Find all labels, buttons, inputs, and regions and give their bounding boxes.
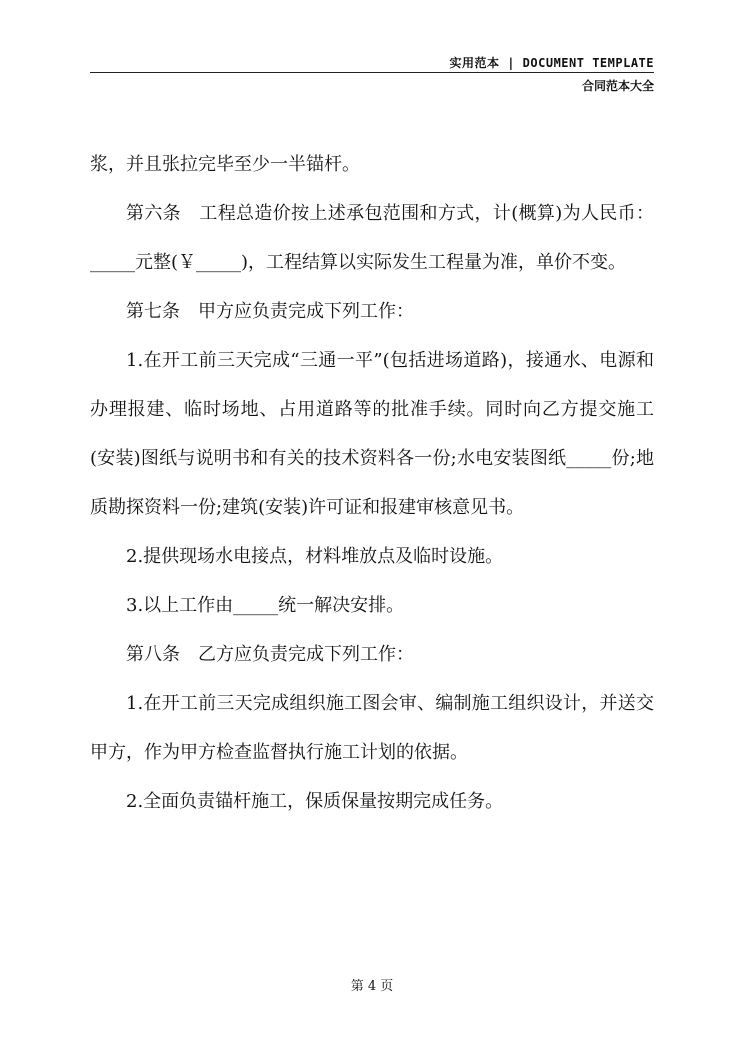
- paragraph-continuation: 浆，并且张拉完毕至少一半锚杆。: [90, 154, 360, 175]
- document-body: [90, 140, 654, 826]
- header-title: 实用范本 | DOCUMENT TEMPLATE: [449, 56, 654, 70]
- header-subtitle: 合同范本大全: [581, 79, 654, 93]
- paragraph-article-8-item-1: 1.在开工前三天完成组织施工图会审、编制施工组织设计，并送交甲方，作为甲方检查监督执行施工计划的依据。: [90, 693, 654, 763]
- paragraph-article-6: 第六条 工程总造价按上述承包范围和方式，计(概算)为人民币：_____元整(￥_____)，工程结算以实际发生工程量为准，单价不变。: [90, 203, 654, 273]
- paragraph-article-7-item-2: 2.提供现场水电接点，材料堆放点及临时设施。: [126, 546, 504, 567]
- paragraph-article-7-item-1: 1.在开工前三天完成“三通一平”(包括进场道路)，接通水、电源和办理报建、临时场地、占用道路等的批准手续。同时向乙方提交施工(安装)图纸与说明书和有关的技术资料各一份;水电安装图纸_____份;地质勘探资料一份;建筑(安装)许可证和报建审核意见书。: [90, 350, 654, 518]
- paragraph-article-7-heading: 第七条 甲方应负责完成下列工作：: [126, 301, 414, 322]
- paragraph-article-7-item-3: 3.以上工作由_____统一解决安排。: [126, 595, 405, 616]
- paragraph-article-8-item-2: 2.全面负责锚杆施工，保质保量按期完成任务。: [126, 791, 504, 812]
- paragraph-article-8-heading: 第八条 乙方应负责完成下列工作：: [126, 644, 414, 665]
- page-number: 第 4 页: [350, 979, 394, 994]
- header-divider: [90, 72, 654, 73]
